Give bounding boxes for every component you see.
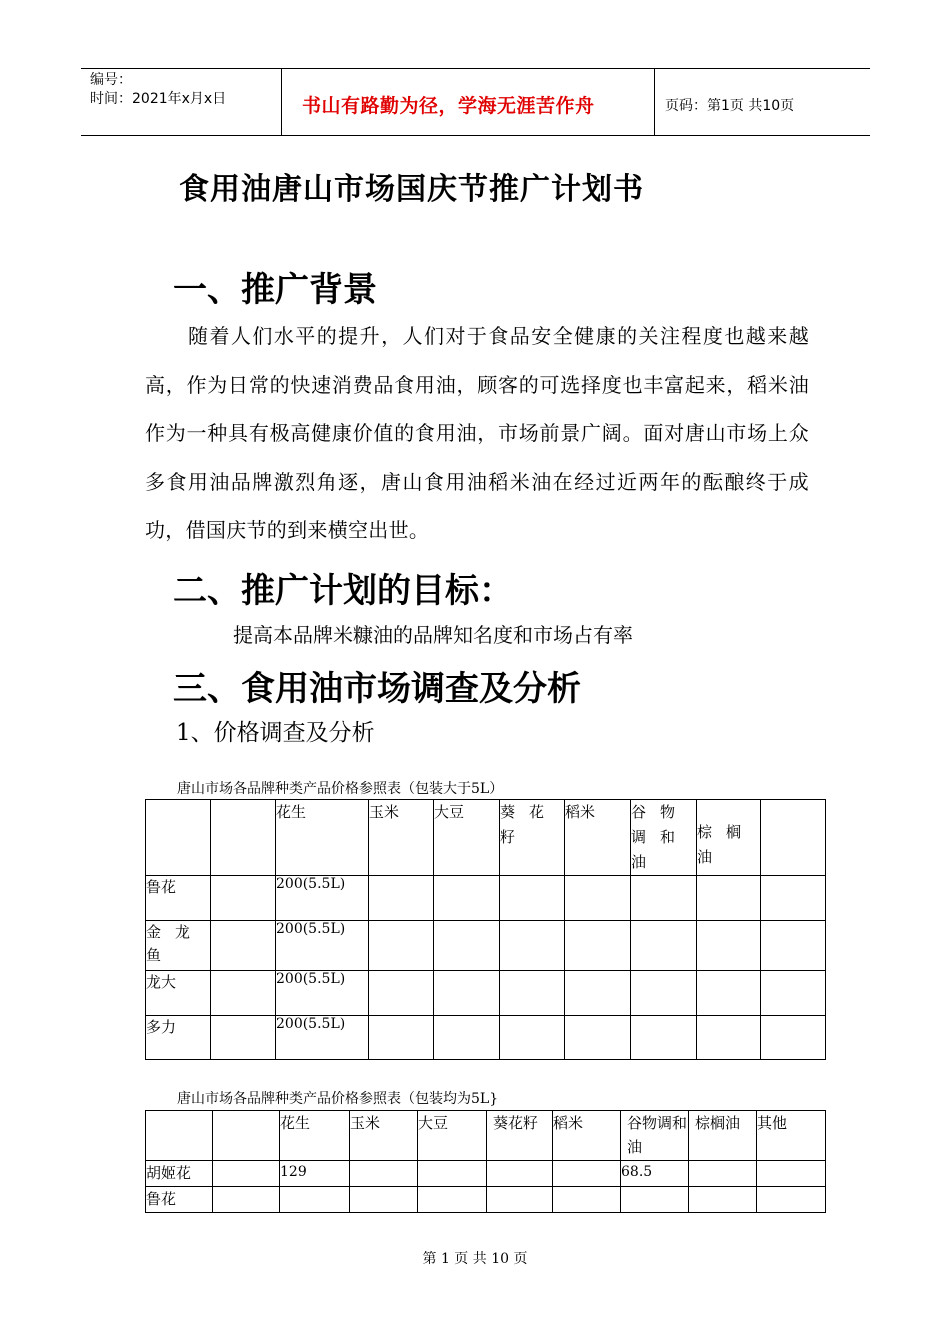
header-cell: 玉米 [350, 1111, 418, 1161]
header-page-info: 页码：第1页 共10页 [665, 98, 795, 114]
subsection-1-heading: 1、价格调查及分析 [176, 720, 375, 746]
header-cell: 葵花籽 [500, 800, 565, 876]
table-header-row [146, 800, 826, 876]
section-1-heading: 一、推广背景 [173, 270, 377, 310]
brand-cell: 胡姬花 [146, 1161, 213, 1187]
brand-cell: 多力 [146, 1016, 211, 1060]
table-row [146, 971, 826, 1016]
section-1-paragraph: 随着人们水平的提升，人们对于食品安全健康的关注程度也越来越高，作为日常的快速消费品食用油，顾客的可选择度也丰富起来，稻米油作为一种具有极高健康价值的食用油，市场前景广阔。面对唐山市场上众多食用油品牌激烈角逐，唐山食用油稻米油在经过近两年的酝酿终于成功，借国庆节的到来横空出世。 [145, 324, 809, 542]
table-row [146, 1161, 826, 1187]
header-cell: 谷物调和油 [621, 1111, 689, 1161]
header-cell: 稻米 [565, 800, 631, 876]
price-table-1 [145, 799, 826, 1060]
brand-cell: 金龙鱼 [146, 921, 211, 971]
header-cell: 大豆 [418, 1111, 487, 1161]
header-cell: 大豆 [434, 800, 500, 876]
header-cell [213, 1111, 280, 1161]
price-cell: 200(5.5L) [276, 971, 369, 1016]
header-cell: 棕榈油 [689, 1111, 757, 1161]
header-cell: 棕榈油 [697, 800, 761, 876]
table-row [146, 1016, 826, 1060]
section-3-heading: 三、食用油市场调查及分析 [173, 669, 581, 709]
header-motto-cell [282, 69, 655, 135]
header-cell: 玉米 [369, 800, 434, 876]
header-cell [211, 800, 276, 876]
document-time-label: 时间：2021年x月x日 [90, 91, 227, 107]
brand-cell: 鲁花 [146, 1187, 213, 1213]
header-cell: 谷物调和油 [631, 800, 697, 876]
header-motto: 书山有路勤为径，学海无涯苦作舟 [302, 95, 595, 117]
table-row [146, 921, 826, 971]
table-row [146, 1187, 826, 1213]
header-cell [146, 800, 211, 876]
table-row [146, 876, 826, 921]
price-cell: 200(5.5L) [276, 1016, 369, 1060]
section-2-paragraph: 提高本品牌米糠油的品牌知名度和市场占有率 [233, 623, 633, 647]
document-number-label: 编号： [90, 72, 132, 88]
header-cell: 花生 [276, 800, 369, 876]
header-page-cell [655, 69, 870, 135]
table-header-row [146, 1111, 826, 1161]
header-meta [81, 69, 282, 135]
price-cell: 200(5.5L) [276, 921, 369, 971]
price-cell: 200(5.5L) [276, 876, 369, 921]
price-table-2 [145, 1110, 826, 1213]
brand-cell: 龙大 [146, 971, 211, 1016]
header-cell: 其他 [757, 1111, 826, 1161]
brand-cell: 鲁花 [146, 876, 211, 921]
price-cell: 68.5 [621, 1161, 689, 1187]
page-header [81, 68, 870, 136]
header-cell [146, 1111, 213, 1161]
page-footer: 第 1 页 共 10 页 [422, 1251, 528, 1267]
price-cell [280, 1187, 350, 1213]
price-cell: 129 [280, 1161, 350, 1187]
table-2-caption: 唐山市场各品牌种类产品价格参照表（包装均为5L} [177, 1091, 499, 1107]
header-cell: 花生 [280, 1111, 350, 1161]
header-cell: 葵花籽 [487, 1111, 553, 1161]
table-1-caption: 唐山市场各品牌种类产品价格参照表（包装大于5L） [177, 781, 504, 797]
price-cell [621, 1187, 689, 1213]
header-cell [761, 800, 826, 876]
document-title: 食用油唐山市场国庆节推广计划书 [179, 172, 644, 207]
header-cell: 稻米 [553, 1111, 621, 1161]
section-2-heading: 二、推广计划的目标： [173, 571, 513, 611]
